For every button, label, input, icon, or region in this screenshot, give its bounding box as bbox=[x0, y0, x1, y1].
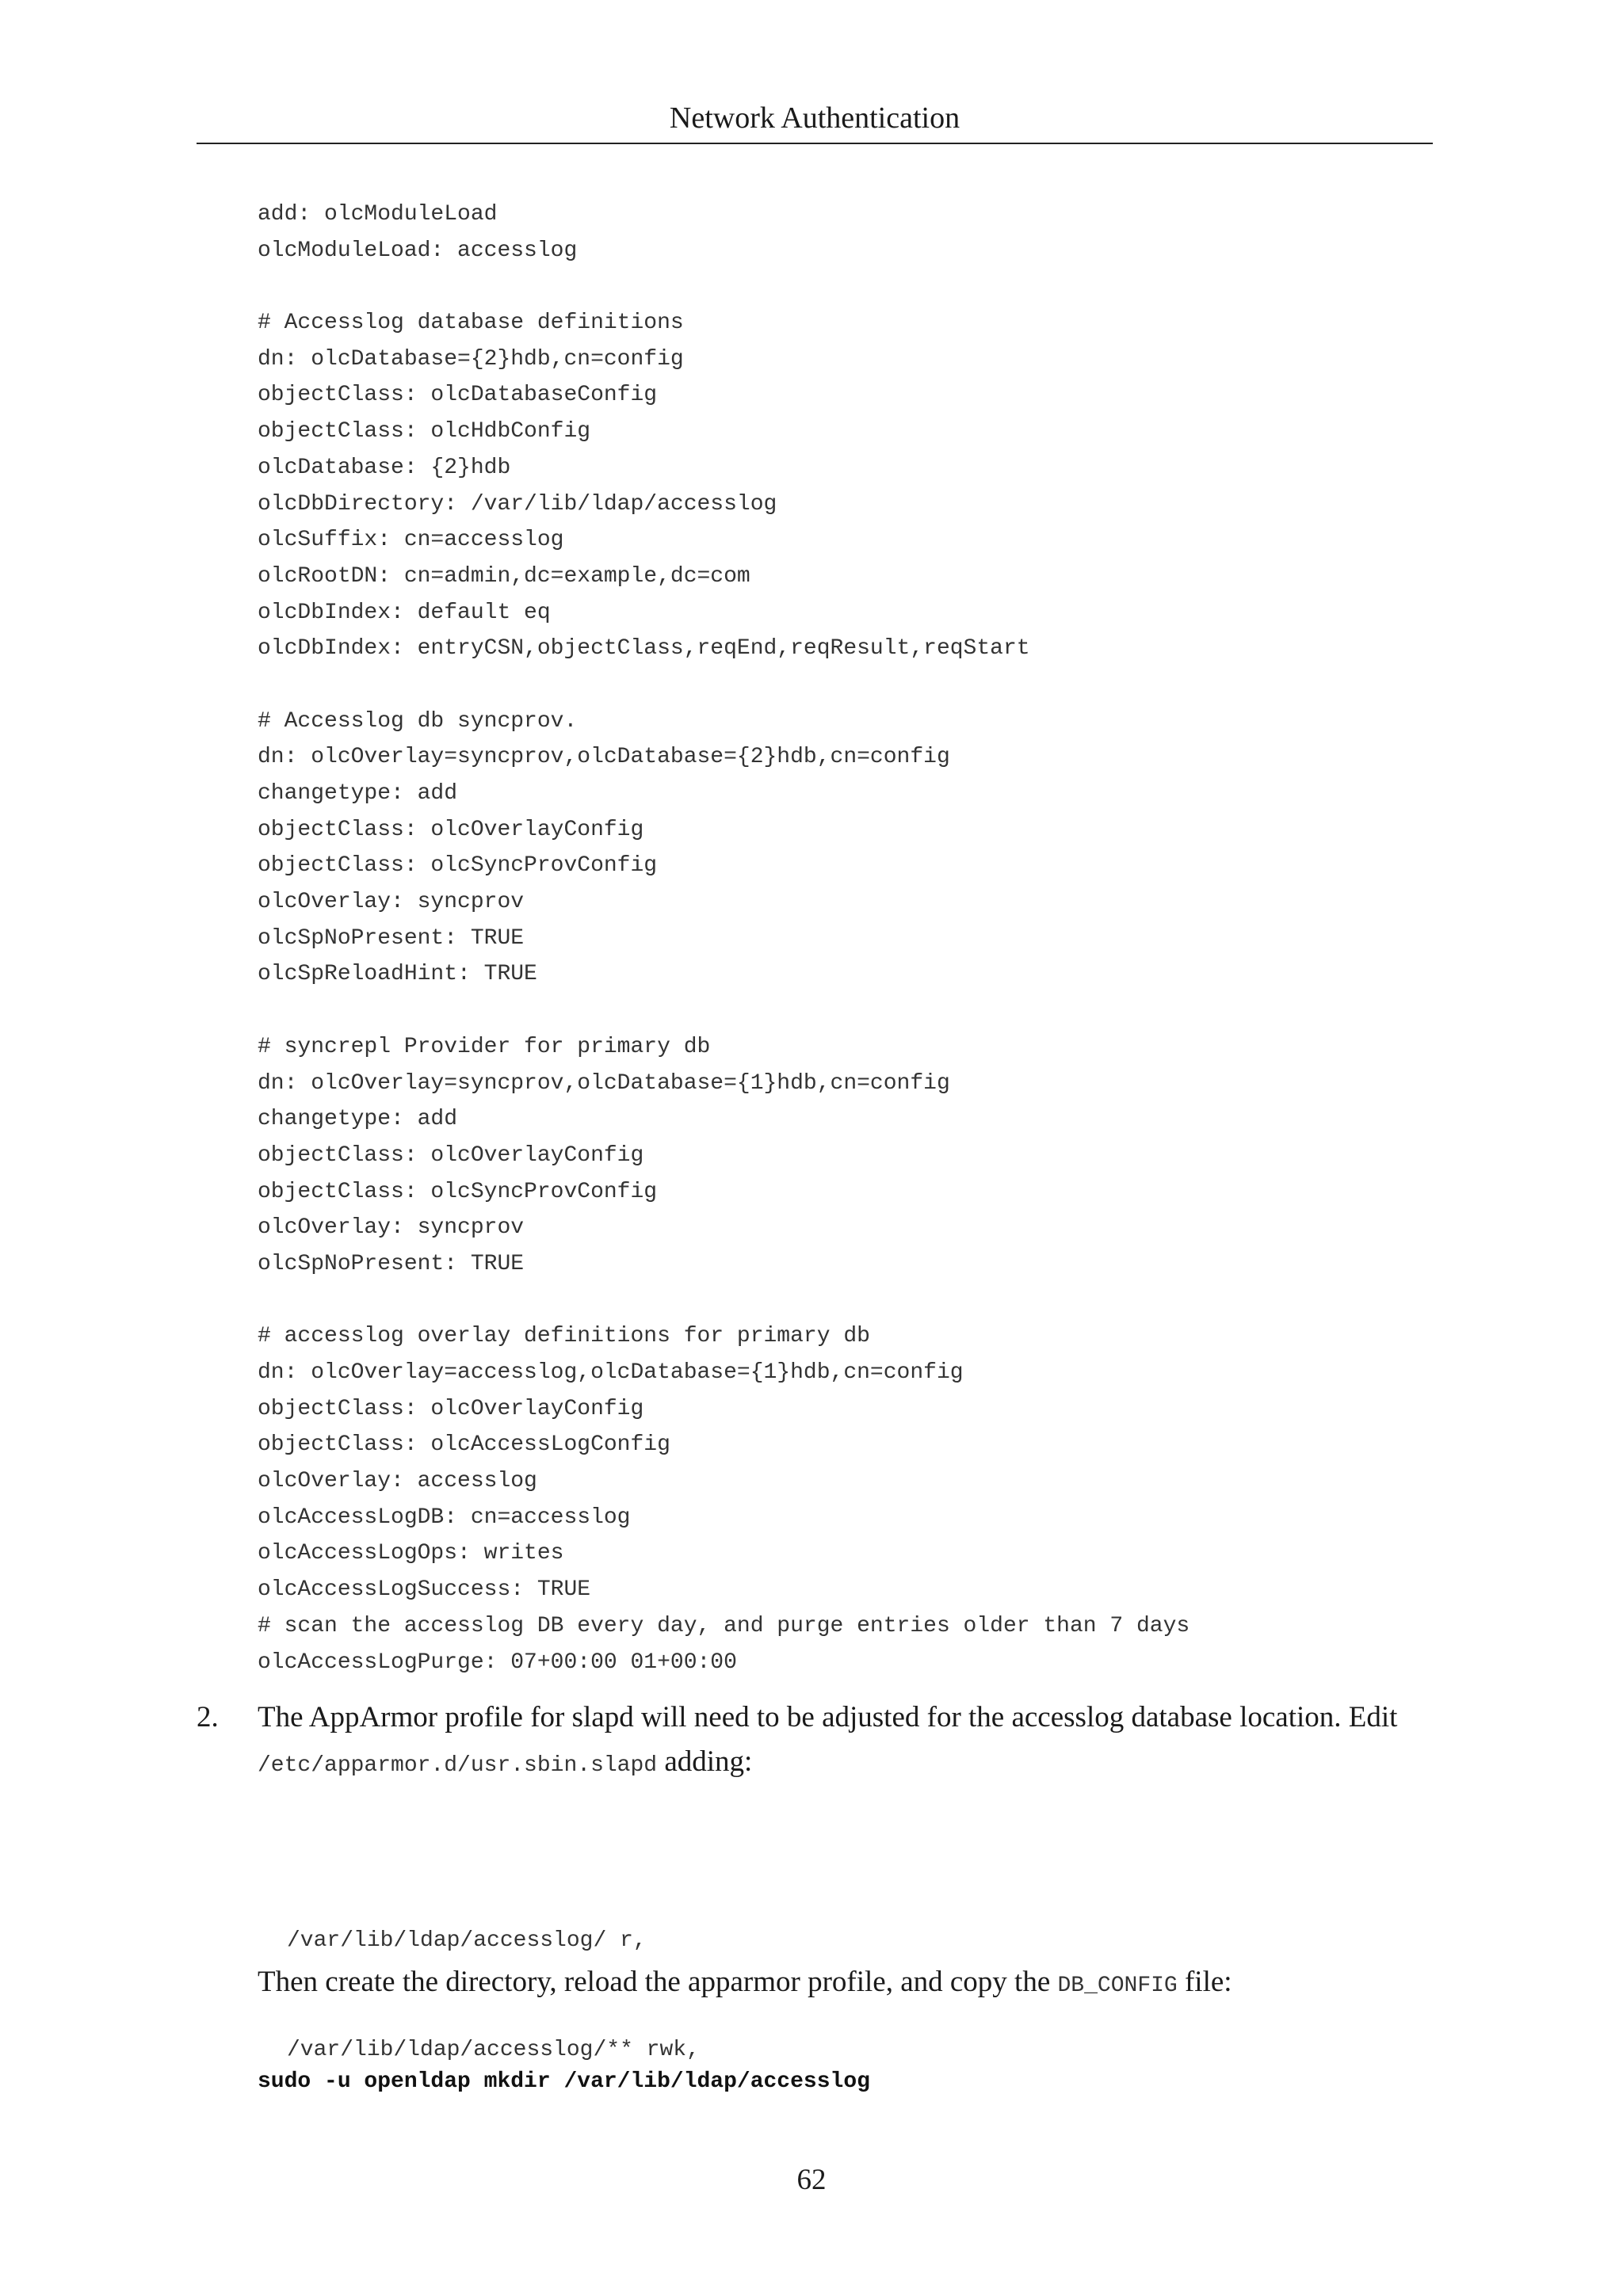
code-line: olcSpReloadHint: TRUE bbox=[258, 962, 537, 987]
mkdir-command: sudo -u openldap mkdir /var/lib/ldap/accesslog bbox=[258, 2069, 870, 2094]
code-line: objectClass: olcOverlayConfig bbox=[258, 817, 644, 842]
code-line: objectClass: olcSyncProvConfig bbox=[258, 1179, 658, 1204]
code-line: olcDbIndex: default eq bbox=[258, 600, 551, 625]
step-2-text-before: The AppArmor profile for slapd will need to be adjusted for the accesslog database location. Edit bbox=[258, 1701, 1398, 1733]
header-title: Network Authentication bbox=[669, 101, 960, 135]
code-line: olcSpNoPresent: TRUE bbox=[258, 925, 525, 951]
list-number: 2. bbox=[197, 1701, 219, 1733]
code-line: olcRootDN: cn=admin,dc=example,dc=com bbox=[258, 563, 750, 589]
code-line: olcDatabase: {2}hdb bbox=[258, 455, 511, 480]
code-line: olcAccessLogSuccess: TRUE bbox=[258, 1577, 591, 1603]
page-header bbox=[197, 93, 1433, 144]
code-line: objectClass: olcSyncProvConfig bbox=[258, 853, 658, 879]
step-2-text-after: adding: bbox=[657, 1745, 753, 1778]
code-line: olcAccessLogDB: cn=accesslog bbox=[258, 1505, 631, 1530]
code-line: # Accesslog db syncprov. bbox=[258, 708, 578, 734]
code-line: olcSpNoPresent: TRUE bbox=[258, 1251, 525, 1276]
code-line: dn: olcOverlay=accesslog,olcDatabase={1}hdb,cn=config bbox=[258, 1360, 964, 1385]
code-line: dn: olcDatabase={2}hdb,cn=config bbox=[258, 346, 684, 372]
code-line: add: olcModuleLoad bbox=[258, 202, 498, 227]
code-line: changetype: add bbox=[258, 781, 458, 806]
code-line: objectClass: olcOverlayConfig bbox=[258, 1396, 644, 1421]
ldif-code-block bbox=[258, 196, 1190, 1680]
paragraph-create-directory bbox=[258, 1960, 1433, 2008]
apparmor-code-line: /var/lib/ldap/accesslog/** rwk, bbox=[287, 2037, 700, 2062]
paragraph-text-before: Then create the directory, reload the apparmor profile, and copy the bbox=[258, 1966, 1058, 1998]
code-line: # accesslog overlay definitions for primary db bbox=[258, 1324, 870, 1349]
code-line: objectClass: olcHdbConfig bbox=[258, 419, 591, 444]
code-line: dn: olcOverlay=syncprov,olcDatabase={1}hdb,cn=config bbox=[258, 1070, 950, 1096]
code-line: # Accesslog database definitions bbox=[258, 311, 684, 336]
code-line: olcSuffix: cn=accesslog bbox=[258, 528, 564, 553]
code-blank-line bbox=[258, 993, 1190, 1029]
code-line: # scan the accesslog DB every day, and purge entries older than 7 days bbox=[258, 1613, 1190, 1638]
code-line: dn: olcOverlay=syncprov,olcDatabase={2}hdb,cn=config bbox=[258, 745, 950, 770]
code-line: olcOverlay: syncprov bbox=[258, 890, 525, 915]
code-blank-line bbox=[258, 1283, 1190, 1319]
code-line: olcAccessLogPurge: 07+00:00 01+00:00 bbox=[258, 1650, 737, 1675]
code-line: olcModuleLoad: accesslog bbox=[258, 238, 578, 263]
code-blank-line bbox=[258, 269, 1190, 305]
apparmor-code-line: /var/lib/ldap/accesslog/ r, bbox=[287, 1928, 647, 1954]
code-line: olcDbIndex: entryCSN,objectClass,reqEnd,reqResult,reqStart bbox=[258, 636, 1030, 662]
code-line: olcDbDirectory: /var/lib/ldap/accesslog bbox=[258, 491, 777, 517]
code-blank-line bbox=[258, 667, 1190, 704]
code-line: olcOverlay: syncprov bbox=[258, 1215, 525, 1241]
paragraph-text-after: file: bbox=[1177, 1966, 1232, 1998]
step-2-text bbox=[258, 1695, 1433, 1788]
code-line: objectClass: olcOverlayConfig bbox=[258, 1142, 644, 1168]
code-line: objectClass: olcDatabaseConfig bbox=[258, 383, 658, 408]
code-line: objectClass: olcAccessLogConfig bbox=[258, 1432, 670, 1458]
code-line: olcAccessLogOps: writes bbox=[258, 1541, 564, 1566]
code-line: olcOverlay: accesslog bbox=[258, 1469, 537, 1494]
code-line: changetype: add bbox=[258, 1107, 458, 1132]
db-config-code: DB_CONFIG bbox=[1057, 1974, 1178, 1998]
apparmor-profile-path: /etc/apparmor.d/usr.sbin.slapd bbox=[258, 1753, 658, 1778]
page-number: 62 bbox=[796, 2164, 827, 2196]
code-line: # syncrepl Provider for primary db bbox=[258, 1034, 711, 1059]
